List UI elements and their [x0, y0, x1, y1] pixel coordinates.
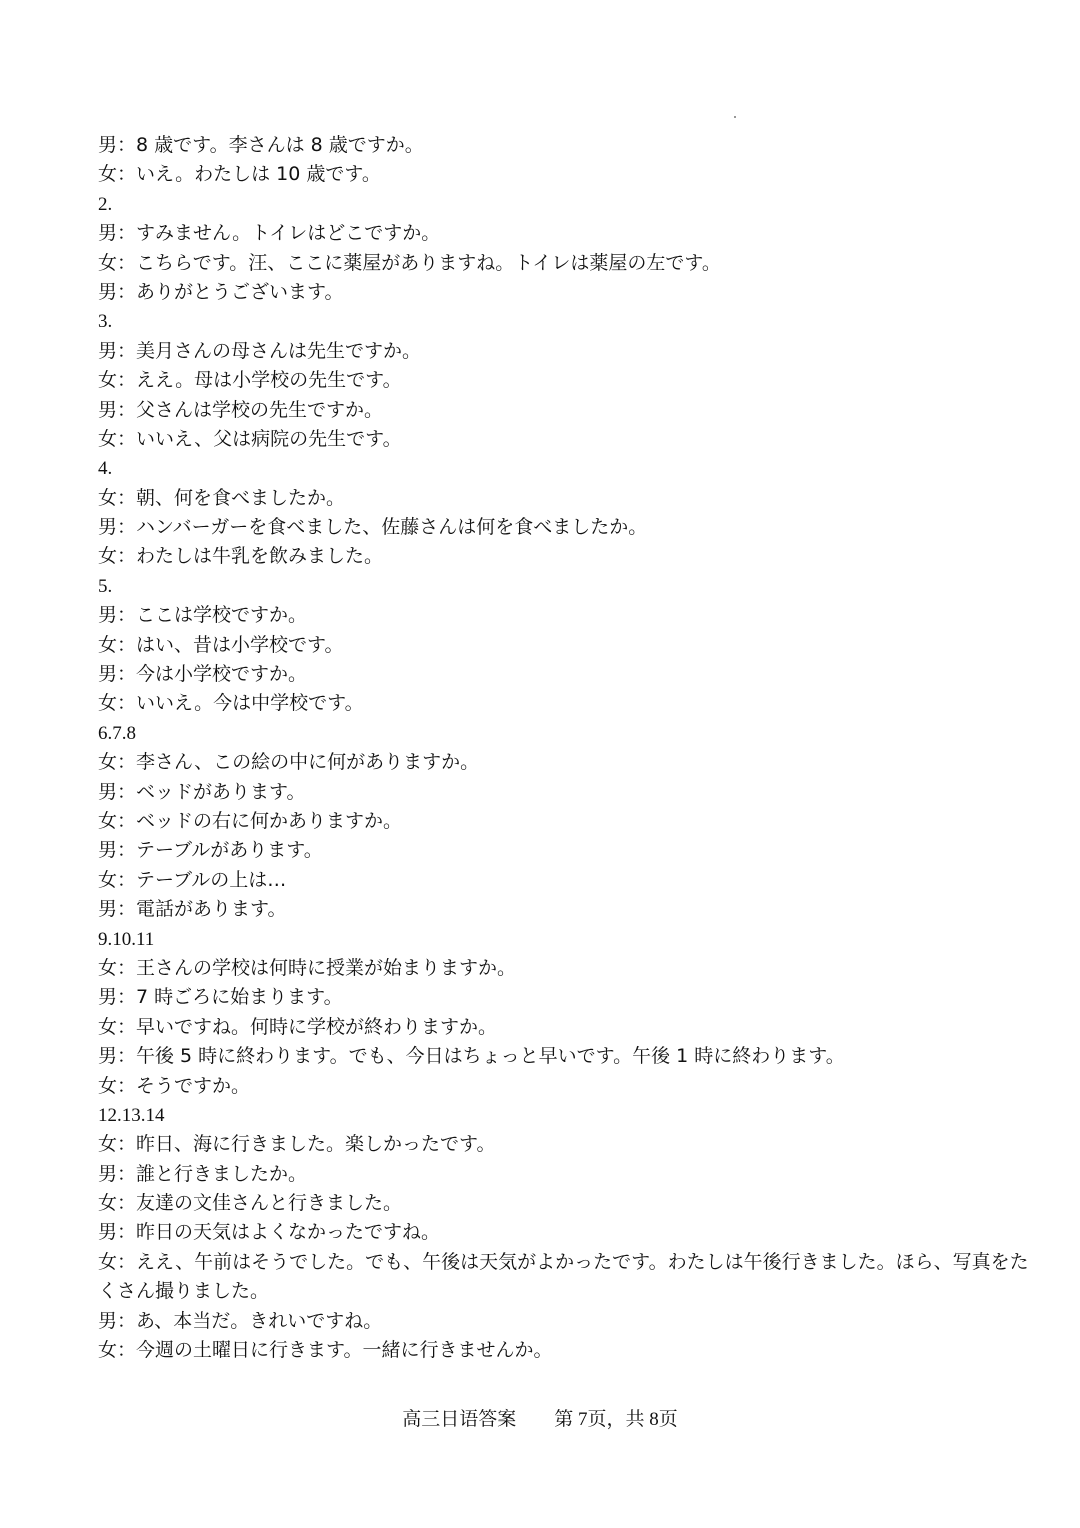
section-number: 2.	[98, 193, 113, 215]
section-number: 5.	[98, 575, 113, 597]
dialog-line: 女：ベッドの右に何かありますか。	[98, 809, 403, 832]
dialog-line: 男：あ、本当だ。きれいですね。	[98, 1309, 383, 1332]
dialog-line: 男：父さんは学校の先生ですか。	[98, 398, 384, 421]
dialog-line: 女：はい、昔は小学校です。	[98, 633, 344, 656]
dialog-line: 男：ベッドがあります。	[98, 780, 306, 803]
section-number: 4.	[98, 458, 113, 480]
dialog-line: 男：すみません。トイレはどこですか。	[98, 222, 441, 245]
dialog-line: 女：王さんの学校は何時に授業が始まりますか。	[98, 956, 517, 979]
dialog-line: 女：テーブルの上は…	[98, 868, 287, 891]
dialog-line: 男：昨日の天気はよくなかったですね。	[98, 1221, 441, 1244]
dialog-line: 男：電話があります。	[98, 898, 287, 921]
section-number: 12.13.14	[98, 1104, 165, 1126]
dialog-line: 男：ハンバーガーを食べました、佐藤さんは何を食べましたか。	[98, 516, 648, 539]
scan-dot	[734, 116, 736, 118]
dialog-line: くさん撮りました。	[98, 1280, 270, 1303]
dialog-line: 女：いえ。わたしは 10 歳です。	[98, 163, 381, 186]
dialog-line: 女：ええ、午前はそうでした。でも、午後は天気がよかったです。わたしは午後行きました。ほら、写真をた	[98, 1250, 1029, 1273]
dialog-line: 女：いいえ。今は中学校です。	[98, 692, 364, 715]
dialog-line: 男：午後 5 時に終わります。でも、今日はちょっと早いです。午後 1 時に終わります。	[98, 1045, 845, 1068]
dialog-line: 男：誰と行きましたか。	[98, 1162, 308, 1185]
dialog-line: 男：ありがとうございます。	[98, 280, 344, 303]
dialog-line: 男：美月さんの母さんは先生ですか。	[98, 339, 422, 362]
dialog-line: 男：今は小学校ですか。	[98, 663, 308, 686]
dialog-line: 女：ええ。母は小学校の先生です。	[98, 369, 402, 392]
dialog-line: 男：7 時ごろに始まります。	[98, 986, 343, 1009]
dialog-line: 女：こちらです。汪、ここに薬屋がありますね。トイレは薬屋の左です。	[98, 251, 721, 274]
dialog-line: 女：友達の文佳さんと行きました。	[98, 1192, 403, 1215]
footer-page-info: 第 7页，共 8页	[554, 1409, 678, 1430]
section-number: 6.7.8	[98, 722, 136, 744]
dialog-line: 女：わたしは牛乳を飲みました。	[98, 545, 384, 568]
footer-doc-title: 高三日语答案	[402, 1409, 517, 1430]
dialog-line: 男：テーブルがあります。	[98, 839, 323, 862]
dialog-line: 女：朝、何を食べましたか。	[98, 486, 346, 509]
section-number: 9.10.11	[98, 928, 155, 950]
page-footer	[0, 1405, 1080, 1435]
dialog-content	[98, 131, 1029, 1365]
dialog-line: 女：今週の土曜日に行きます。一緒に行きませんか。	[98, 1339, 553, 1362]
dialog-line: 男：8 歳です。李さんは 8 歳ですか。	[98, 134, 424, 156]
dialog-line: 女：昨日、海に行きました。楽しかったです。	[98, 1133, 496, 1156]
dialog-line: 女：早いですね。何時に学校が終わりますか。	[98, 1015, 498, 1038]
dialog-line: 男：ここは学校ですか。	[98, 604, 308, 627]
dialog-line: 女：いいえ、父は病院の先生です。	[98, 427, 402, 450]
section-number: 3.	[98, 311, 113, 333]
dialog-line: 女：そうですか。	[98, 1074, 251, 1097]
dialog-line: 女：李さん、この絵の中に何がありますか。	[98, 751, 480, 774]
